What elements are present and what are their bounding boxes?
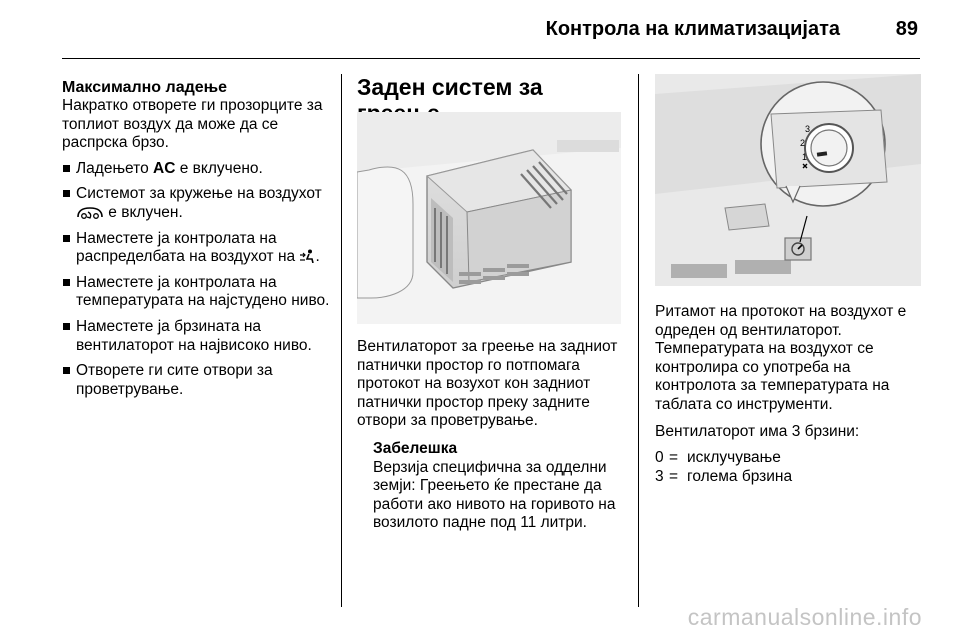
column-rear-heater-text — [357, 338, 631, 533]
list-item — [62, 230, 334, 267]
rear-heater-drawing — [357, 112, 621, 324]
page-number: 89 — [895, 18, 918, 40]
page-header-title: Контрола на климатизацијата — [545, 18, 840, 40]
rear-heater-description: Вентилаторот за греење на задниот патнички простор го потпомага протокот на возухот кон задниот патнички простор преку задните отвори за проветрување. — [357, 338, 618, 430]
bullet-square-icon — [63, 279, 70, 286]
spec-separator: = — [669, 467, 679, 485]
list-item — [62, 362, 334, 399]
dial-label: 3 — [805, 124, 811, 134]
fan-speed-switch-illustration — [655, 74, 921, 286]
bullet-square-icon — [63, 323, 70, 330]
dial-label: 1 — [802, 152, 808, 162]
dial-label: 2 — [800, 138, 806, 148]
list-item-text: Наместете ја брзината на вентилаторот на највисоко ниво. — [76, 317, 312, 354]
spec-key: 0 — [655, 449, 664, 467]
bullet-square-icon — [63, 367, 70, 374]
section-heading-max-cooling: Максимално ладење — [62, 79, 228, 96]
list-item-text: Наместете ја контролата на распределбата на воздухот на — [76, 229, 300, 266]
list-item — [62, 274, 334, 311]
bullet-square-icon — [63, 165, 70, 172]
list-item — [62, 185, 334, 222]
spec-row — [655, 468, 923, 487]
spec-key: 3 — [655, 467, 664, 485]
spec-row — [655, 449, 923, 468]
fan-switch-drawing — [655, 74, 921, 286]
list-item — [62, 318, 334, 355]
ac-label: AC — [153, 159, 176, 177]
column-fan-text — [655, 303, 923, 486]
header-divider — [62, 58, 920, 59]
rear-heater-unit-illustration — [357, 112, 621, 324]
list-item-text: Отворете ги сите отвори за проветрување. — [76, 362, 273, 398]
note-box — [373, 440, 631, 533]
bullet-square-icon — [63, 190, 70, 197]
note-body: Верзија специфична за одделни земји: Греењето ќе престане да работи ако нивото на горивото на возилото падне под 11 литри. — [373, 458, 616, 532]
spec-separator: = — [669, 449, 679, 467]
spec-value: голема брзина — [687, 467, 793, 485]
intro-paragraph: Накратко отворете ги прозорците за топлиот воздух да може да се распрска брзо. — [62, 97, 323, 152]
list-item-text: Системот за кружење на воздухот — [76, 185, 322, 203]
column-divider-1 — [341, 74, 342, 607]
air-distribution-icon — [299, 249, 315, 263]
site-watermark: carmanualsonline.info — [687, 604, 922, 630]
list-item — [62, 160, 334, 179]
list-item-text: . — [315, 248, 320, 266]
spec-value: исклучување — [687, 449, 781, 467]
list-item-text: Наместете ја контролата на температурата на најстудено ниво. — [76, 273, 330, 310]
fan-description: Ритамот на протокот на воздухот е одреден од вентилаторот. Температурата на воздухот се контролира со употреба на контролота за температурата на таблата со инструменти. — [655, 303, 907, 413]
list-item-text: Ладењето — [76, 159, 154, 177]
list-item-text: е вклучен. — [104, 203, 183, 221]
column-max-cooling — [62, 78, 334, 399]
list-item-text: е вклучено. — [175, 159, 263, 177]
fan-speeds-intro: Вентилаторот има 3 брзини: — [655, 422, 860, 440]
recirculation-icon — [76, 206, 104, 219]
instruction-list — [62, 160, 334, 400]
note-title: Забелешка — [373, 439, 458, 457]
section-heading-rear-heater: Заден систем за — [357, 74, 543, 100]
column-divider-2 — [638, 74, 639, 607]
bullet-square-icon — [63, 235, 70, 242]
